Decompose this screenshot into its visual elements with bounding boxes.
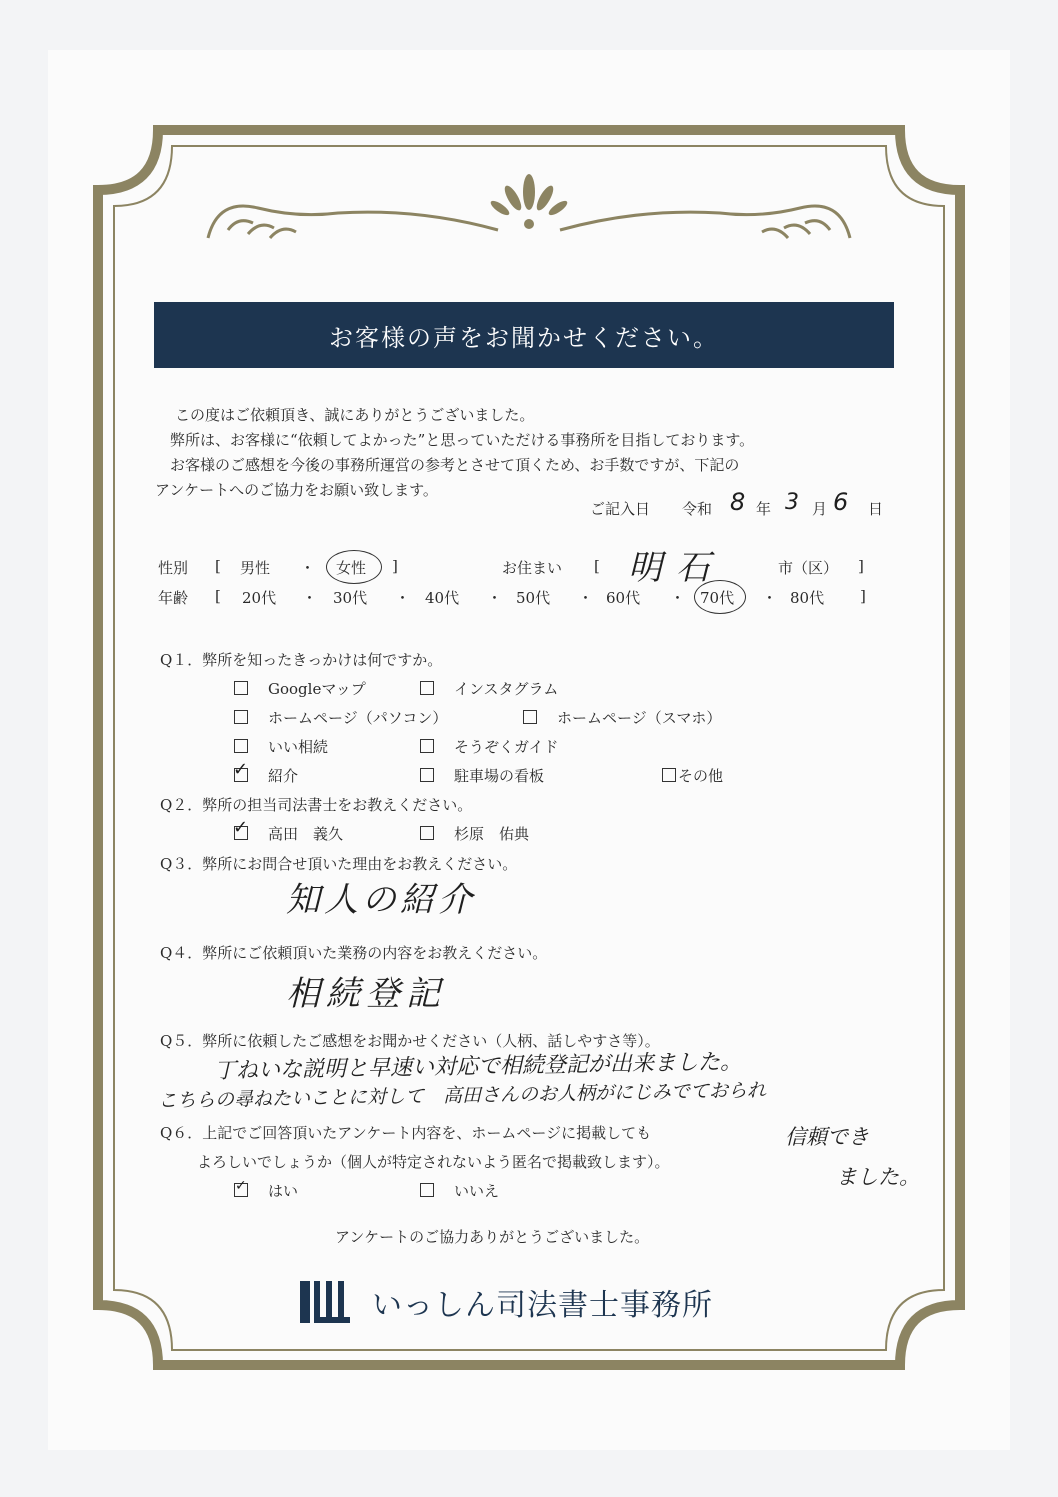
q6-question: Q６．上記でご回答頂いたアンケート内容を、ホームページに掲載しても: [160, 1124, 652, 1142]
intro-line: お客様のご感想を今後の事務所運営の参考とさせて頂くため、お手数ですが、下記の: [170, 456, 740, 474]
gender-option-male[interactable]: 男性: [240, 559, 271, 577]
age-option[interactable]: 20代: [242, 589, 277, 607]
q1-option-checked[interactable]: ✓ 紹介: [233, 759, 299, 785]
date-label: ご記入日: [590, 500, 651, 518]
checkbox[interactable]: [234, 739, 248, 753]
q4-question: Q４．弊所にご依頼頂いた業務の内容をお教えください。: [160, 944, 548, 962]
checkbox[interactable]: [234, 710, 248, 724]
date-month-value[interactable]: 3: [785, 490, 799, 515]
date-day-unit: 日: [868, 500, 884, 518]
gender-selection-circle: [326, 550, 382, 584]
age-selection-circle: [694, 580, 746, 614]
residence-value[interactable]: 明石: [628, 548, 724, 588]
date-year-value[interactable]: 8: [730, 488, 746, 516]
checkbox-checked[interactable]: [234, 1178, 248, 1197]
residence-unit: 市（区）: [778, 559, 839, 577]
age-separator: ・: [670, 589, 686, 607]
age-separator: ・: [395, 589, 411, 607]
q6-option-checked[interactable]: ✓ はい: [235, 1178, 299, 1200]
gender-bracket-close: ]: [392, 557, 398, 575]
q1-option[interactable]: いい相続: [234, 736, 328, 757]
q1-question: Q１．弊所を知ったきっかけは何ですか。: [160, 651, 443, 669]
checkbox[interactable]: [234, 681, 248, 695]
closing-message: アンケートのご協力ありがとうございました。: [335, 1228, 650, 1246]
q4-answer[interactable]: 相続登記: [286, 974, 446, 1014]
age-option[interactable]: 60代: [606, 589, 641, 607]
q5-answer-line[interactable]: 信頼でき: [785, 1125, 869, 1149]
age-option[interactable]: 50代: [516, 589, 551, 607]
checkbox[interactable]: [523, 710, 537, 724]
q1-option[interactable]: 駐車場の看板: [420, 765, 544, 786]
date-era: 令和: [682, 500, 713, 518]
gender-label: 性別: [158, 559, 189, 577]
office-logo: [300, 1280, 713, 1324]
age-bracket-open: [: [215, 587, 221, 605]
checkbox[interactable]: [420, 681, 434, 695]
q1-option[interactable]: Googleマップ: [234, 678, 366, 699]
age-option[interactable]: 40代: [425, 589, 460, 607]
intro-line: アンケートへのご協力をお願い致します。: [155, 481, 438, 499]
q5-answer-line[interactable]: こちらの尋ねたいことに対して 高田さんのお人柄がにじみでておられ: [157, 1079, 767, 1112]
age-separator: ・: [302, 589, 318, 607]
age-bracket-close: ]: [860, 587, 866, 605]
checkbox[interactable]: [662, 768, 676, 782]
date-day-value[interactable]: 6: [833, 488, 849, 516]
q6-question-continued: よろしいでしょうか（個人が特定されないよう匿名で掲載致します）。: [197, 1153, 670, 1171]
office-name: いっしん司法書士事務所: [372, 1288, 713, 1323]
residence-label: お住まい: [502, 559, 563, 577]
q3-question: Q３．弊所にお問合せ頂いた理由をお教えください。: [160, 855, 518, 873]
check-mark-icon: ✓: [233, 817, 249, 838]
intro-text: [155, 403, 754, 503]
check-mark-icon: ✓: [233, 759, 249, 780]
residence-bracket-close: ]: [858, 557, 864, 575]
age-option-selected[interactable]: 70代: [700, 589, 735, 607]
check-mark-icon: ✓: [235, 1178, 247, 1194]
checkbox-checked[interactable]: [233, 817, 249, 840]
gender-option-female[interactable]: 女性: [336, 559, 367, 577]
crest-ornament-icon: [198, 168, 860, 248]
date-month-unit: 月: [812, 500, 828, 518]
q1-option[interactable]: そうぞくガイド: [420, 736, 559, 757]
intro-line: 弊所は、お客様に“依頼してよかった”と思っていただける事務所を目指しております。: [170, 431, 755, 449]
checkbox[interactable]: [420, 1183, 434, 1197]
checkbox-checked[interactable]: [233, 759, 249, 782]
age-separator: ・: [578, 589, 594, 607]
q5-answer-line[interactable]: 丁ねいな説明と早速い対応で相続登記が出来ました。: [213, 1049, 743, 1084]
gender-bracket-open: [: [215, 557, 221, 575]
q5-answer-line[interactable]: ました。: [836, 1165, 920, 1189]
q3-answer[interactable]: 知人の紹介: [286, 880, 476, 920]
checkbox[interactable]: [420, 826, 434, 840]
survey-title-banner: お客様の声をお聞かせください。: [154, 302, 894, 368]
q1-option[interactable]: その他: [662, 765, 723, 786]
age-separator: ・: [762, 589, 778, 607]
q6-option[interactable]: いいえ: [420, 1180, 499, 1201]
age-option[interactable]: 80代: [790, 589, 825, 607]
q1-option[interactable]: ホームページ（パソコン）: [234, 707, 447, 728]
age-label: 年齢: [158, 589, 189, 607]
office-mark-icon: [300, 1281, 350, 1323]
checkbox[interactable]: [420, 739, 434, 753]
checkbox[interactable]: [420, 768, 434, 782]
q2-question: Q２．弊所の担当司法書士をお教えください。: [160, 796, 473, 814]
gender-separator: ・: [300, 559, 316, 577]
q1-option[interactable]: インスタグラム: [420, 678, 558, 699]
q1-option[interactable]: ホームページ（スマホ）: [523, 707, 721, 728]
q2-option-checked[interactable]: ✓ 高田 義久: [233, 817, 344, 843]
age-option[interactable]: 30代: [333, 589, 368, 607]
age-separator: ・: [487, 589, 503, 607]
q5-question: Q５．弊所に依頼したご感想をお聞かせください（人柄、話しやすさ等）。: [160, 1032, 660, 1050]
date-year-unit: 年: [756, 500, 772, 518]
intro-line: この度はご依頼頂き、誠にありがとうございました。: [175, 406, 535, 424]
q2-option[interactable]: 杉原 佑典: [420, 823, 529, 844]
residence-bracket-open: [: [594, 557, 600, 575]
